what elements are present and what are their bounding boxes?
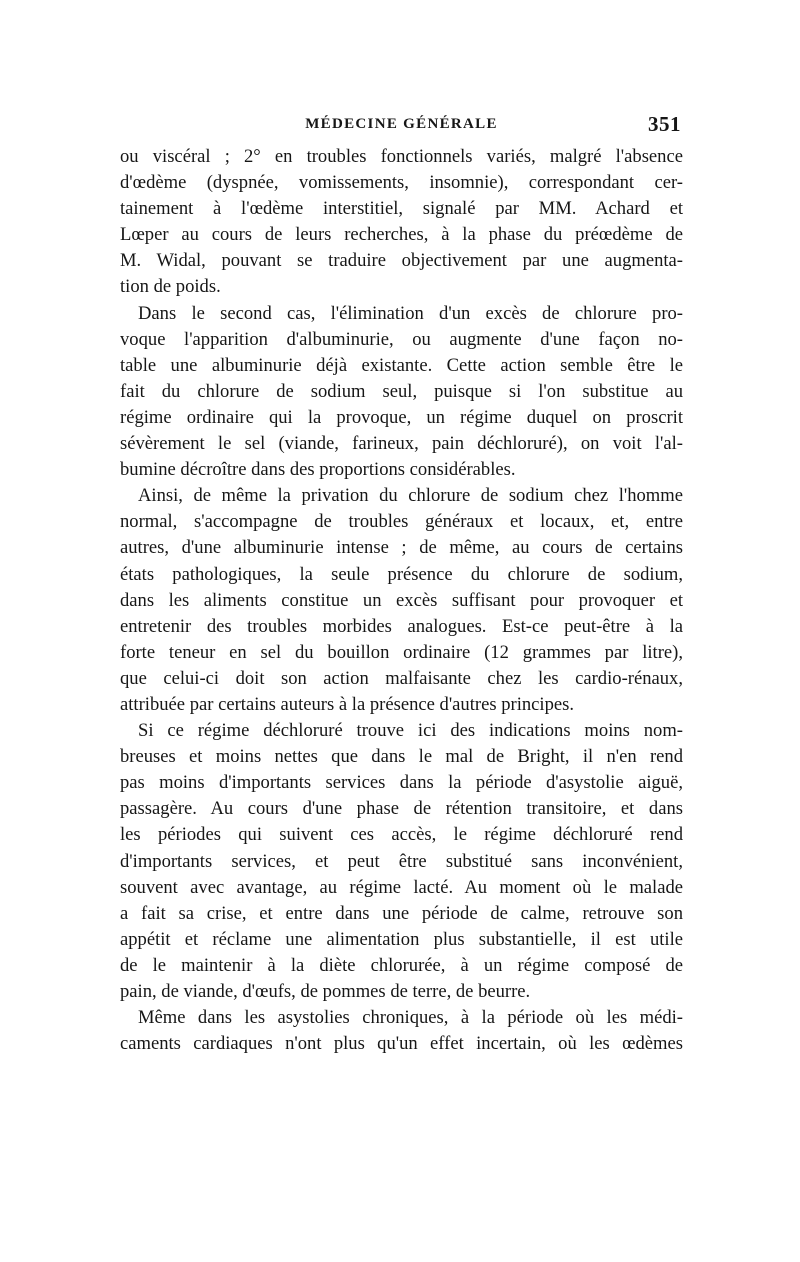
text-line: forte teneur en sel du bouillon ordinaire (12 grammes par litre), <box>120 641 683 663</box>
text-line: pas moins d'importants services dans la période d'asystolie aiguë, <box>120 772 683 794</box>
text-line: passagère. Au cours d'une phase de rétention transitoire, et dans <box>120 798 683 820</box>
text-line: que celui-ci doit son action malfaisante chez les cardio-rénaux, <box>120 667 683 689</box>
running-head <box>120 112 683 140</box>
page-number: 351 <box>648 112 681 136</box>
text-line: breuses et moins nettes que dans le mal de Bright, il n'en rend <box>120 746 683 768</box>
text-line: ou viscéral ; 2° en troubles fonctionnels variés, malgré l'absence <box>120 146 683 167</box>
text-line: bumine décroître dans des proportions considérables. <box>120 459 516 481</box>
text-line: d'importants services, et peut être substitué sans inconvénient, <box>120 850 683 872</box>
text-line: Ainsi, de même la privation du chlorure de sodium chez l'homme <box>138 485 683 507</box>
paragraph <box>120 1005 683 1057</box>
text-line: a fait sa crise, et entre dans une période de calme, retrouve son <box>120 902 683 924</box>
text-line: états pathologiques, la seule présence du chlorure de sodium, <box>120 563 683 585</box>
text-line: dans les aliments constitue un excès suffisant pour provoquer et <box>120 589 683 611</box>
text-line: tion de poids. <box>120 276 221 298</box>
text-line: Si ce régime déchloruré trouve ici des indications moins nom- <box>138 720 683 742</box>
text-line: M. Widal, pouvant se traduire objectivement par une augmenta- <box>120 250 683 272</box>
body-text <box>120 144 683 1057</box>
running-title: MÉDECINE GÉNÉRALE <box>305 116 498 132</box>
text-line: pain, de viande, d'œufs, de pommes de terre, de beurre. <box>120 981 531 1002</box>
book-page <box>120 112 683 1057</box>
text-line: voque l'apparition d'albuminurie, ou augmente d'une façon no- <box>120 328 683 350</box>
text-line: d'œdème (dyspnée, vomissements, insomnie), correspondant cer- <box>120 172 683 194</box>
paragraph <box>120 483 683 718</box>
text-line: appétit et réclame une alimentation plus substantielle, il est utile <box>120 928 683 950</box>
text-line: attribuée par certains auteurs à la présence d'autres principes. <box>120 693 575 715</box>
text-line: Dans le second cas, l'élimination d'un excès de chlorure pro- <box>138 302 683 324</box>
text-line: fait du chlorure de sodium seul, puisque si l'on substitue au <box>120 380 683 402</box>
paragraph <box>120 144 683 301</box>
text-line: tainement à l'œdème interstitiel, signalé par MM. Achard et <box>120 198 683 220</box>
text-line: entretenir des troubles morbides analogues. Est-ce peut-être à la <box>120 615 683 637</box>
text-line: de le maintenir à la diète chlorurée, à un régime composé de <box>120 954 683 976</box>
text-line: les périodes qui suivent ces accès, le régime déchloruré rend <box>120 824 683 846</box>
paragraph <box>120 301 683 484</box>
text-line: sévèrement le sel (viande, farineux, pain déchloruré), on voit l'al- <box>120 433 683 455</box>
text-line: table une albuminurie déjà existante. Cette action semble être le <box>120 354 683 376</box>
text-line: autres, d'une albuminurie intense ; de même, au cours de certains <box>120 537 683 559</box>
text-line: régime ordinaire qui la provoque, un régime duquel on proscrit <box>120 406 683 428</box>
paragraph <box>120 718 683 1005</box>
text-line: souvent avec avantage, au régime lacté. Au moment où le malade <box>120 876 683 898</box>
text-line: Même dans les asystolies chroniques, à la période où les médi- <box>138 1007 683 1029</box>
text-line: caments cardiaques n'ont plus qu'un effet incertain, où les œdèmes <box>120 1033 683 1055</box>
text-line: Lœper au cours de leurs recherches, à la phase du préœdème de <box>120 224 683 246</box>
text-line: normal, s'accompagne de troubles généraux et locaux, et, entre <box>120 511 683 533</box>
